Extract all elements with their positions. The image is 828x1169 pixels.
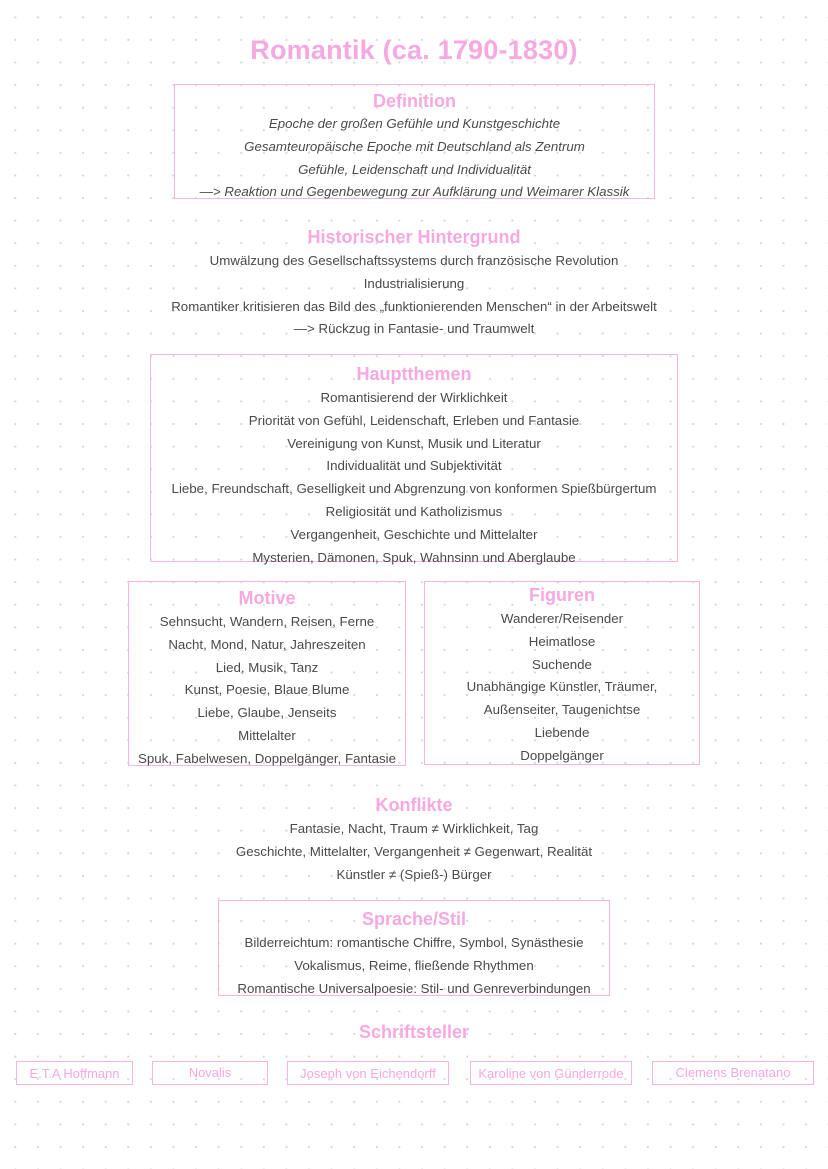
main-themes-line: Liebe, Freundschaft, Geselligkeit und Abgrenzung von konformen Spießbürgertum <box>171 481 657 497</box>
figures-line: Liebende <box>534 724 590 740</box>
conflicts-section <box>0 794 828 886</box>
conflicts-line: Künstler ≠ (Spieß-) Bürger <box>336 866 492 882</box>
writer-box: Joseph von Eichendorff <box>287 1061 449 1085</box>
writer-box: Clemens Brenatano <box>652 1061 814 1085</box>
motifs-line: Mittelalter <box>238 727 296 743</box>
motifs-line: Liebe, Glaube, Jenseits <box>197 705 337 721</box>
definition-line: Gesamteuropäische Epoche mit Deutschland als Zentrum <box>244 138 585 154</box>
definition-heading: Definition <box>373 91 456 111</box>
historical-background-line: —> Rückzug in Fantasie- und Traumwelt <box>293 321 535 337</box>
writer-box: E.T.A Hoffmann <box>16 1061 133 1085</box>
figures-line: Doppelgänger <box>520 747 604 763</box>
figures-line: Außenseiter, Taugenichtse <box>483 702 641 718</box>
motifs-line: Spuk, Fabelwesen, Doppelgänger, Fantasie <box>138 750 396 766</box>
figures-heading: Figuren <box>529 585 595 605</box>
definition-section <box>174 84 655 199</box>
motifs-line: Nacht, Mond, Natur, Jahreszeiten <box>168 636 366 652</box>
main-themes-line: Vergangenheit, Geschichte und Mittelalter <box>290 526 538 542</box>
figures-line: Unabhängige Künstler, Träumer, <box>466 679 658 695</box>
language-style-section <box>218 900 610 996</box>
definition-line: —> Reaktion und Gegenbewegung zur Aufklärung und Weimarer Klassik <box>199 184 630 200</box>
main-themes-line: Romantisierend der Wirklichkeit <box>320 390 508 405</box>
language-style-line: Romantische Universalpoesie: Stil- und Genreverbindungen <box>237 980 591 996</box>
conflicts-line: Fantasie, Nacht, Traum ≠ Wirklichkeit, Tag <box>289 821 539 836</box>
writers-heading: Schriftsteller <box>358 1022 470 1042</box>
conflicts-line: Geschichte, Mittelalter, Vergangenheit ≠ Gegenwart, Realität <box>235 843 593 859</box>
historical-background-heading: Historischer Hintergrund <box>307 227 521 247</box>
main-themes-section <box>150 354 678 565</box>
main-themes-heading: Hauptthemen <box>356 364 472 384</box>
figures-line: Suchende <box>532 656 592 672</box>
figures-line: Wanderer/Reisender <box>500 611 624 626</box>
historical-background-line: Industrialisierung <box>363 275 465 291</box>
figures-line: Heimatlose <box>528 633 596 649</box>
conflicts-heading: Konflikte <box>375 795 453 815</box>
writer-box: Karoline von Günderrode <box>470 1061 632 1085</box>
main-themes-line: Individualität und Subjektivität <box>326 458 502 474</box>
language-style-line: Bilderreichtum: romantische Chiffre, Symbol, Synästhesie <box>244 935 584 950</box>
page-title: Romantik (ca. 1790-1830) <box>250 35 578 65</box>
historical-background-line: Umwälzung des Gesellschaftssystems durch französische Revolution <box>209 253 619 268</box>
writer-box: Novalis <box>152 1061 268 1085</box>
historical-background-line: Romantiker kritisieren das Bild des „funktionierenden Menschen“ in der Arbeitswelt <box>171 298 657 314</box>
definition-line: Epoche der großen Gefühle und Kunstgeschichte <box>268 116 561 131</box>
motifs-line: Kunst, Poesie, Blaue Blume <box>184 682 350 698</box>
figures-section <box>424 581 700 765</box>
main-themes-line: Vereinigung von Kunst, Musik und Literatur <box>287 435 541 451</box>
main-themes-line: Religiosität und Katholizismus <box>325 503 503 519</box>
language-style-line: Vokalismus, Reime, fließende Rhythmen <box>294 957 534 973</box>
motifs-line: Sehnsucht, Wandern, Reisen, Ferne <box>159 614 375 629</box>
historical-background-section <box>0 226 828 341</box>
definition-line: Gefühle, Leidenschaft und Individualität <box>298 161 531 177</box>
motifs-section <box>128 581 406 766</box>
main-themes-line: Mysterien, Dämonen, Spuk, Wahnsinn und Aberglaube <box>252 549 576 565</box>
motifs-line: Lied, Musik, Tanz <box>215 659 319 675</box>
main-themes-line: Priorität von Gefühl, Leidenschaft, Erleben und Fantasie <box>248 412 580 428</box>
language-style-heading: Sprache/Stil <box>361 909 467 929</box>
motifs-heading: Motive <box>238 588 296 608</box>
